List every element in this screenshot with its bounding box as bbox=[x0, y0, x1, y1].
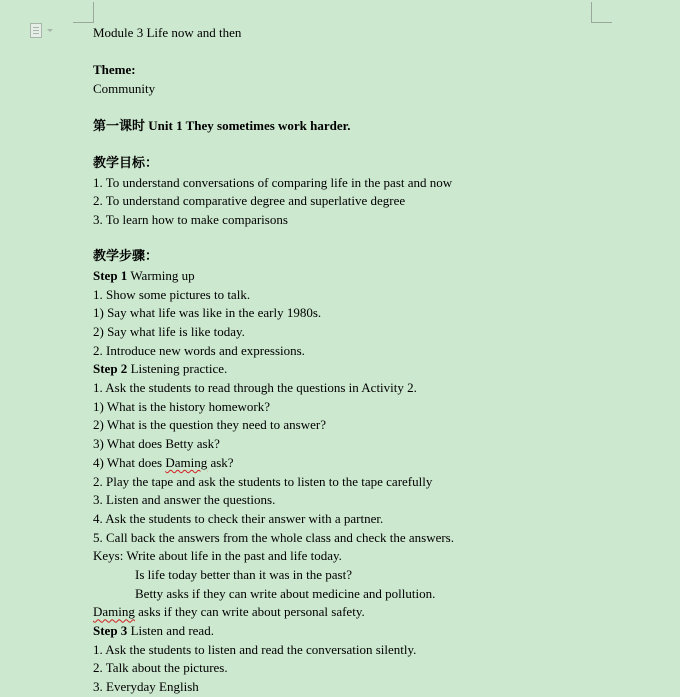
objectives-heading: 教学目标： bbox=[93, 155, 159, 171]
theme-label: Theme: bbox=[93, 62, 136, 78]
step1-item: 2. Introduce new words and expressions. bbox=[93, 342, 305, 358]
step2-label: Step 2 bbox=[93, 361, 128, 377]
keys-line-last bbox=[93, 603, 613, 622]
step2-item: 3) What does Betty ask? bbox=[93, 436, 220, 452]
step3-heading bbox=[93, 622, 613, 641]
step2-item: 1) What is the history homework? bbox=[93, 398, 271, 414]
spelling-flag-daming[interactable]: Daming bbox=[93, 604, 135, 620]
margin-corner-mark-right bbox=[591, 2, 612, 23]
step2-item: 2. Play the tape and ask the students to listen to the tape carefully bbox=[93, 473, 433, 489]
q4-suffix: ask? bbox=[207, 454, 234, 470]
step3-item: 2. Talk about the pictures. bbox=[93, 660, 228, 676]
paste-options-button[interactable] bbox=[30, 23, 53, 38]
step2-title: Listening practice. bbox=[127, 361, 228, 377]
step2-heading bbox=[93, 360, 613, 379]
step2-item: 2) What is the question they need to answer? bbox=[93, 417, 326, 433]
step1-label: Step 1 bbox=[93, 267, 128, 283]
step1-title: Warming up bbox=[127, 267, 195, 283]
lesson-heading bbox=[93, 117, 613, 136]
lesson-heading-en: Unit 1 They sometimes work harder. bbox=[145, 118, 351, 134]
step1-item: 1. Show some pictures to talk. bbox=[93, 286, 251, 302]
steps-heading: 教学步骤： bbox=[93, 249, 159, 265]
step2-item: 5. Call back the answers from the whole class and check the answers. bbox=[93, 529, 454, 545]
keys-line: Keys: Write about life in the past and life today. bbox=[93, 548, 342, 564]
margin-corner-mark-left bbox=[73, 2, 94, 23]
step3-item: 3. Everyday English bbox=[93, 679, 199, 695]
clipboard-icon bbox=[30, 23, 42, 38]
step2-item: 3. Listen and answer the questions. bbox=[93, 492, 276, 508]
objective-item: 3. To learn how to make comparisons bbox=[93, 211, 288, 227]
keys-line: Betty asks if they can write about medicine and pollution. bbox=[135, 585, 436, 601]
step3-item: 1. Ask the students to listen and read the conversation silently. bbox=[93, 641, 417, 657]
dropdown-arrow-icon bbox=[47, 29, 53, 32]
step3-title: Listen and read. bbox=[127, 623, 214, 638]
document-body[interactable] bbox=[93, 24, 613, 697]
step1-item: 2) Say what life is like today. bbox=[93, 324, 245, 339]
spelling-flag-daming[interactable]: Daming bbox=[165, 454, 208, 470]
step3-label: Step 3 bbox=[93, 623, 128, 638]
keys-last-suffix: asks if they can write about personal safety. bbox=[134, 604, 365, 620]
theme-value: Community bbox=[93, 81, 156, 97]
objective-item: 1. To understand conversations of comparing life in the past and now bbox=[93, 174, 453, 190]
lesson-heading-cn: 第一课时 bbox=[93, 119, 146, 135]
step2-item: 1. Ask the students to read through the questions in Activity 2. bbox=[93, 380, 417, 396]
objective-item: 2. To understand comparative degree and superlative degree bbox=[93, 193, 406, 209]
step2-item: 4. Ask the students to check their answer with a partner. bbox=[93, 510, 384, 526]
document-title: Module 3 Life now and then bbox=[93, 25, 242, 40]
step1-item: 1) Say what life was like in the early 1980s. bbox=[93, 305, 322, 321]
q4-prefix: 4) What does bbox=[93, 454, 166, 470]
step1-heading bbox=[93, 267, 613, 286]
keys-line: Is life today better than it was in the past? bbox=[135, 566, 352, 582]
step2-question-4 bbox=[93, 454, 613, 473]
